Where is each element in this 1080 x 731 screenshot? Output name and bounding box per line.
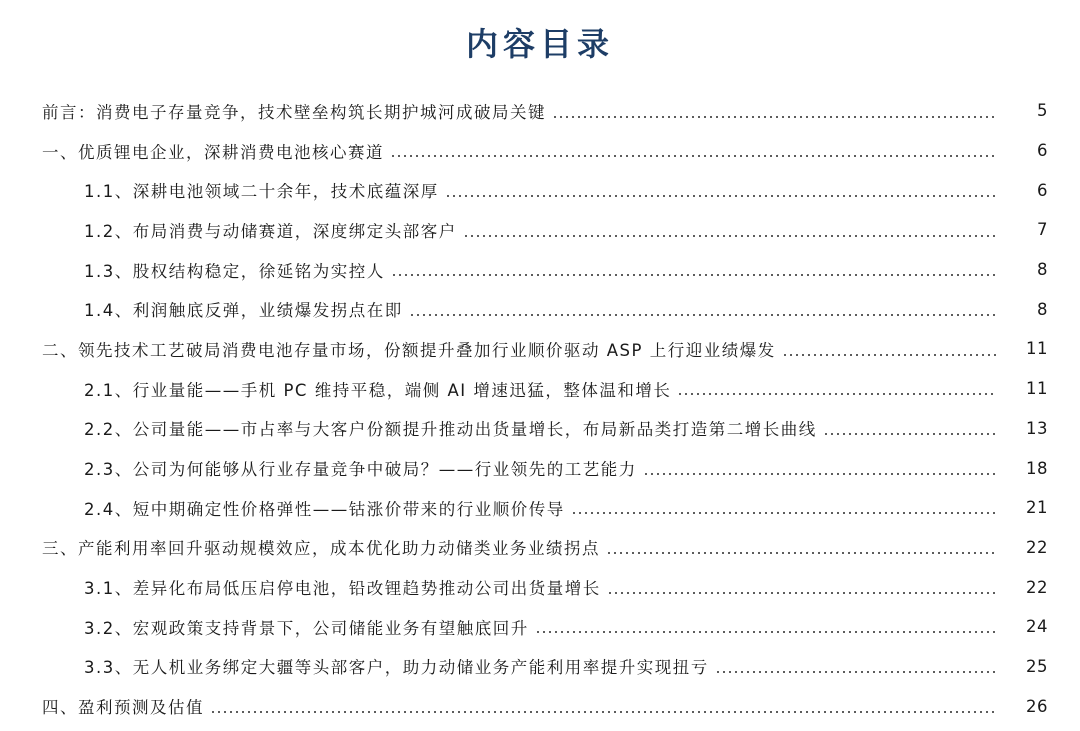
toc-entry[interactable] xyxy=(0,131,1080,171)
toc-page-number: 7 xyxy=(1037,220,1048,240)
toc-entry-title: 2.4、短中期确定性价格弹性——钴涨价带来的行业顺价传导 xyxy=(84,496,567,520)
toc-page-number: 6 xyxy=(1037,141,1048,161)
toc-entry-title: 1.1、深耕电池领域二十余年，技术底蕴深厚 xyxy=(84,178,441,202)
dot-leader xyxy=(643,448,996,488)
toc-entry[interactable] xyxy=(0,567,1080,607)
toc-entry-title: 1.3、股权结构稳定，徐延铭为实控人 xyxy=(84,258,387,282)
dot-leader xyxy=(571,488,996,528)
toc-page-number: 22 xyxy=(1026,577,1048,597)
toc-entry-title: 3.1、差异化布局低压启停电池，铅改锂趋势推动公司出货量增长 xyxy=(84,575,603,599)
dot-leader xyxy=(715,647,996,687)
dot-leader xyxy=(210,686,996,726)
dot-leader xyxy=(390,131,996,171)
toc-entry[interactable] xyxy=(0,528,1080,568)
dot-leader xyxy=(782,329,996,369)
toc-entry-title: 一、优质锂电企业，深耕消费电池核心赛道 xyxy=(42,139,386,163)
toc-entry-title: 2.2、公司量能——市占率与大客户份额提升推动出货量增长，布局新品类打造第二增长曲线 xyxy=(84,416,819,440)
dot-leader xyxy=(463,210,996,250)
toc-page-number: 25 xyxy=(1026,656,1048,676)
toc-page-number: 11 xyxy=(1026,339,1048,359)
toc-entry-title: 3.2、宏观政策支持背景下，公司储能业务有望触底回升 xyxy=(84,615,531,639)
toc-list xyxy=(0,91,1080,726)
toc-entry-title: 3.3、无人机业务绑定大疆等头部客户，助力动储业务产能利用率提升实现扭亏 xyxy=(84,654,711,678)
dot-leader xyxy=(606,528,996,568)
toc-page-number: 5 xyxy=(1037,101,1048,121)
toc-entry[interactable] xyxy=(0,329,1080,369)
toc-page-number: 6 xyxy=(1037,180,1048,200)
toc-entry[interactable] xyxy=(0,210,1080,250)
dot-leader xyxy=(535,607,996,647)
toc-entry[interactable] xyxy=(0,448,1080,488)
toc-entry-title: 三、产能利用率回升驱动规模效应，成本优化助力动储类业务业绩拐点 xyxy=(42,535,602,559)
toc-page-number: 26 xyxy=(1026,696,1048,716)
toc-entry-title: 2.1、行业量能——手机 PC 维持平稳，端侧 AI 增速迅猛，整体温和增长 xyxy=(84,377,673,401)
toc-page-number: 24 xyxy=(1026,617,1048,637)
toc-page-number: 8 xyxy=(1037,299,1048,319)
toc-entry-title: 前言：消费电子存量竞争，技术壁垒构筑长期护城河成破局关键 xyxy=(42,99,548,123)
toc-page-number: 11 xyxy=(1026,379,1048,399)
toc-entry[interactable] xyxy=(0,686,1080,726)
dot-leader xyxy=(677,369,996,409)
dot-leader xyxy=(823,409,996,449)
toc-entry[interactable] xyxy=(0,369,1080,409)
toc-page-number: 18 xyxy=(1026,458,1048,478)
toc-entry-title: 1.4、利润触底反弹，业绩爆发拐点在即 xyxy=(84,297,405,321)
toc-title: 内容目录 xyxy=(465,25,614,63)
toc-entry[interactable] xyxy=(0,289,1080,329)
toc-entry-title: 1.2、布局消费与动储赛道，深度绑定头部客户 xyxy=(84,218,459,242)
toc-entry[interactable] xyxy=(0,170,1080,210)
toc-page-number: 21 xyxy=(1026,498,1048,518)
toc-page-number: 13 xyxy=(1026,418,1048,438)
dot-leader xyxy=(552,91,996,131)
toc-entry-title: 二、领先技术工艺破局消费电池存量市场，份额提升叠加行业顺价驱动 ASP 上行迎业绩爆发 xyxy=(42,337,778,361)
toc-entry[interactable] xyxy=(0,409,1080,449)
dot-leader xyxy=(409,289,996,329)
toc-entry[interactable] xyxy=(0,647,1080,687)
toc-entry[interactable] xyxy=(0,607,1080,647)
toc-entry[interactable] xyxy=(0,488,1080,528)
dot-leader xyxy=(607,567,996,607)
dot-leader xyxy=(445,170,996,210)
toc-entry-title: 2.3、公司为何能够从行业存量竞争中破局？——行业领先的工艺能力 xyxy=(84,456,639,480)
toc-entry-title: 四、盈利预测及估值 xyxy=(42,694,206,718)
toc-entry[interactable] xyxy=(0,250,1080,290)
toc-page-number: 22 xyxy=(1026,537,1048,557)
toc-page-number: 8 xyxy=(1037,260,1048,280)
toc-entry[interactable] xyxy=(0,91,1080,131)
dot-leader xyxy=(391,250,996,290)
